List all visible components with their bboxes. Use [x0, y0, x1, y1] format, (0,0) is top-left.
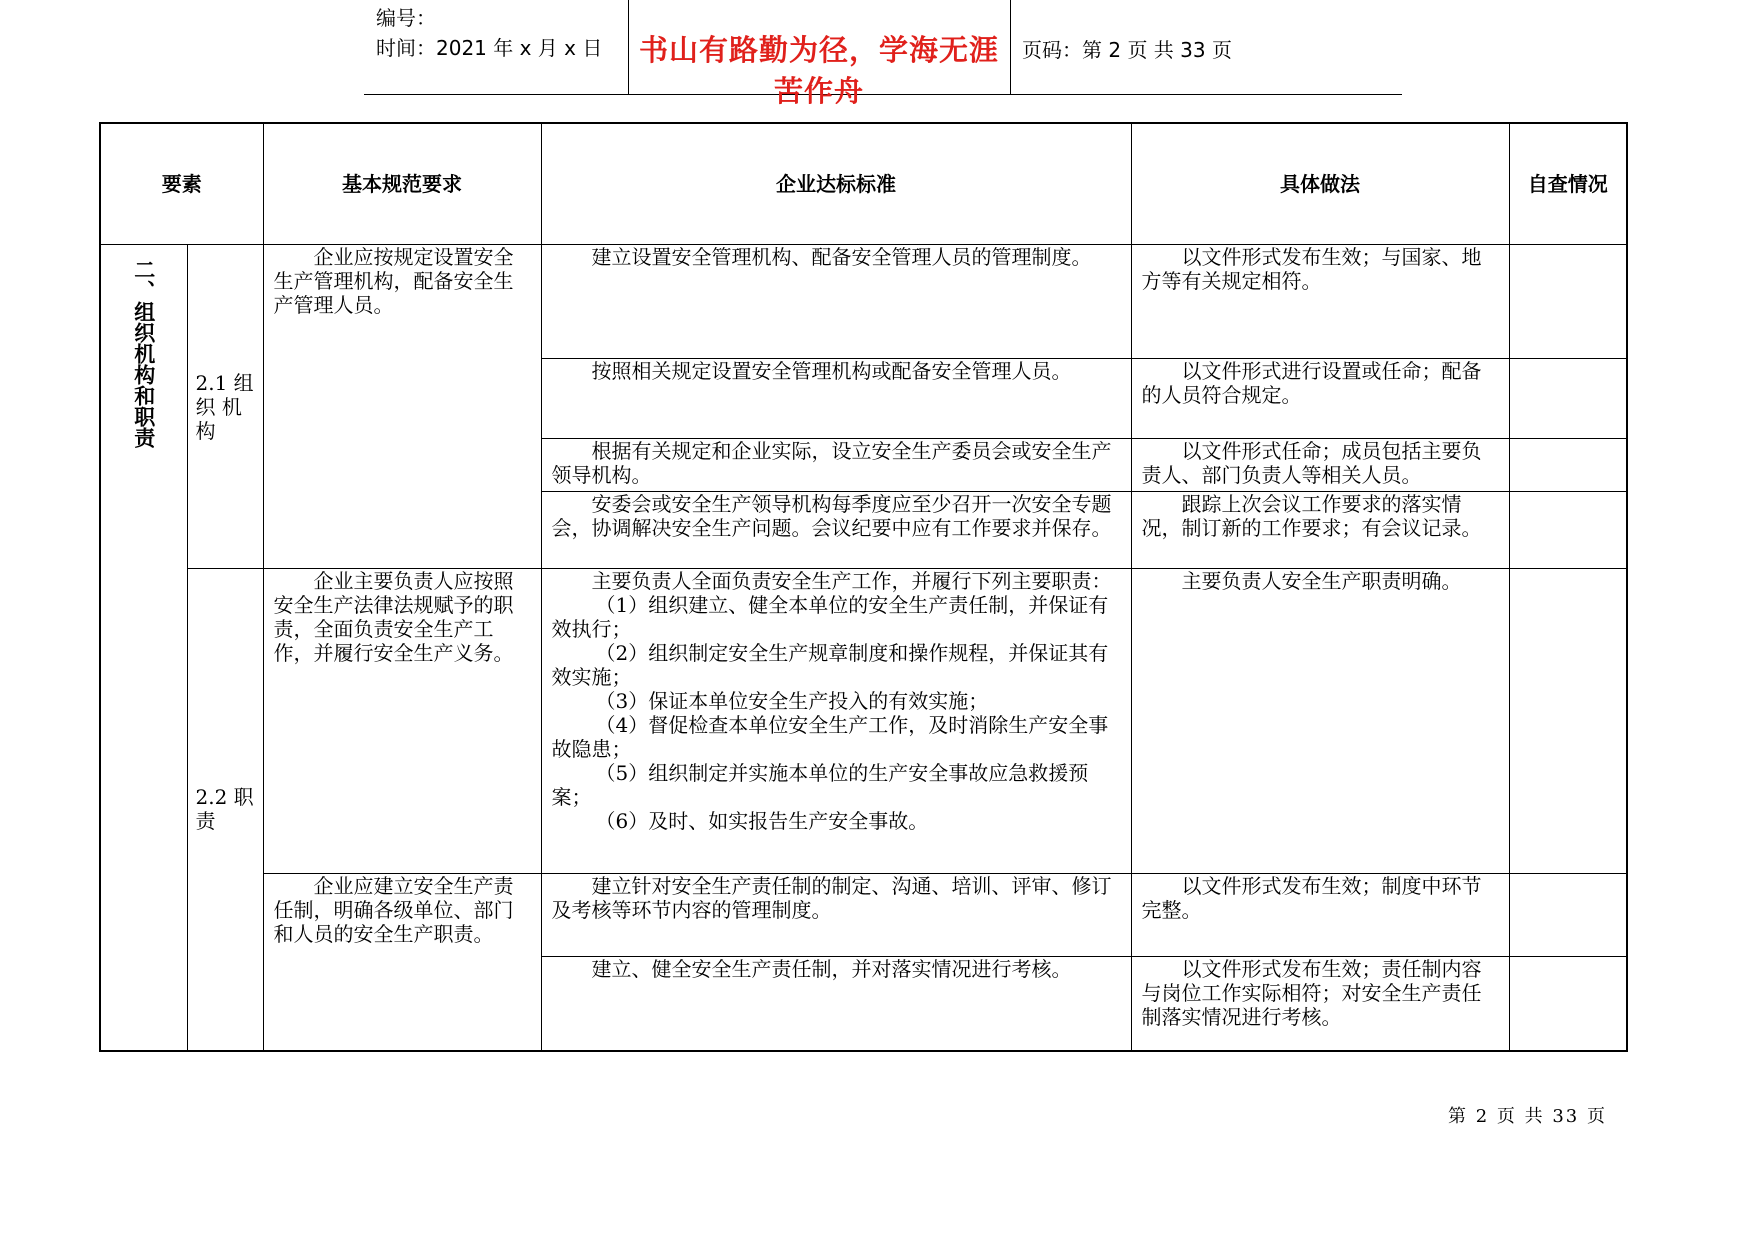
- method-cell: 以文件形式发布生效；责任制内容与岗位工作实际相符；对安全生产责任制落实情况进行考核。: [1131, 957, 1509, 1051]
- table-header-row: [100, 123, 1627, 245]
- requirement-cell: 企业应建立安全生产责任制，明确各级单位、部门和人员的安全生产职责。: [263, 874, 541, 1051]
- self-check-cell[interactable]: [1509, 359, 1627, 439]
- standard-cell: 根据有关规定和企业实际，设立安全生产委员会或安全生产领导机构。: [541, 439, 1131, 492]
- self-check-cell[interactable]: [1509, 874, 1627, 957]
- document-number-label: 编号：: [376, 6, 436, 30]
- method-cell: 以文件形式进行设置或任命；配备的人员符合规定。: [1131, 359, 1509, 439]
- header-specific-method: 具体做法: [1131, 123, 1509, 245]
- method-cell: 以文件形式任命；成员包括主要负责人、部门负责人等相关人员。: [1131, 439, 1509, 492]
- self-check-cell[interactable]: [1509, 492, 1627, 569]
- duty-item: （6）及时、如实报告生产安全事故。: [595, 809, 929, 833]
- header-left-cell: [364, 0, 629, 94]
- requirement-cell: 企业主要负责人应按照安全生产法律法规赋予的职责，全面负责安全生产工作，并履行安全生产义务。: [263, 569, 541, 874]
- header-basic-requirement: 基本规范要求: [263, 123, 541, 245]
- standards-table: [99, 122, 1628, 1052]
- standard-cell: 按照相关规定设置安全管理机构或配备安全管理人员。: [541, 359, 1131, 439]
- header-page-info: 页码：第 2 页 共 33 页: [1022, 38, 1232, 62]
- table-row: [100, 245, 1627, 359]
- header-element: 要素: [100, 123, 263, 245]
- duty-item: （5）组织制定并实施本单位的生产安全事故应急救援预案；: [551, 761, 1089, 809]
- subsection-title: 2.2 职责: [195, 785, 254, 834]
- duties-intro: 主要负责人全面负责安全生产工作，并履行下列主要职责：: [591, 569, 1112, 593]
- standard-cell: 建立、健全安全生产责任制，并对落实情况进行考核。: [541, 957, 1131, 1051]
- duty-item: （4）督促检查本单位安全生产工作，及时消除生产安全事故隐患；: [551, 713, 1109, 761]
- method-cell: 主要负责人安全生产职责明确。: [1131, 569, 1509, 874]
- standard-cell: [541, 569, 1131, 874]
- standard-cell: 建立针对安全生产责任制的制定、沟通、培训、评审、修订及考核等环节内容的管理制度。: [541, 874, 1131, 957]
- method-cell: 以文件形式发布生效；制度中环节完整。: [1131, 874, 1509, 957]
- subsection-cell-2-1: [187, 245, 263, 569]
- table-row: [100, 569, 1627, 874]
- section-cell: [100, 245, 187, 1051]
- self-check-cell[interactable]: [1509, 957, 1627, 1051]
- method-cell: 以文件形式发布生效；与国家、地方等有关规定相符。: [1131, 245, 1509, 359]
- section-title: 二、组织机构和职责: [131, 259, 156, 448]
- duty-item: （2）组织制定安全生产规章制度和操作规程，并保证其有效实施；: [551, 641, 1109, 689]
- standard-cell: 建立设置安全管理机构、配备安全管理人员的管理制度。: [541, 245, 1131, 359]
- subsection-cell-2-2: [187, 569, 263, 1051]
- self-check-cell[interactable]: [1509, 245, 1627, 359]
- standard-cell: 安委会或安全生产领导机构每季度应至少召开一次安全专题会，协调解决安全生产问题。会议纪要中应有工作要求并保存。: [541, 492, 1131, 569]
- page-header: [364, 0, 1402, 108]
- header-right-cell: [1010, 0, 1402, 94]
- header-middle-cell: [628, 0, 1011, 108]
- method-cell: 跟踪上次会议工作要求的落实情况，制订新的工作要求；有会议记录。: [1131, 492, 1509, 569]
- duty-item: （3）保证本单位安全生产投入的有效实施；: [595, 689, 989, 713]
- page-footer: 第 2 页 共 33 页: [1448, 1106, 1607, 1127]
- self-check-cell[interactable]: [1509, 569, 1627, 874]
- table-row: [100, 874, 1627, 957]
- header-self-check: 自查情况: [1509, 123, 1627, 245]
- duty-item: （1）组织建立、健全本单位的安全生产责任制，并保证有效执行；: [551, 593, 1109, 641]
- header-motto: 书山有路勤为径，学海无涯苦作舟: [638, 33, 999, 108]
- document-date: 时间：2021 年 x 月 x 日: [376, 36, 603, 60]
- subsection-title: 2.1 组 织 机构: [195, 370, 254, 443]
- requirement-cell: 企业应按规定设置安全生产管理机构，配备安全生产管理人员。: [263, 245, 541, 569]
- header-enterprise-standard: 企业达标标准: [541, 123, 1131, 245]
- self-check-cell[interactable]: [1509, 439, 1627, 492]
